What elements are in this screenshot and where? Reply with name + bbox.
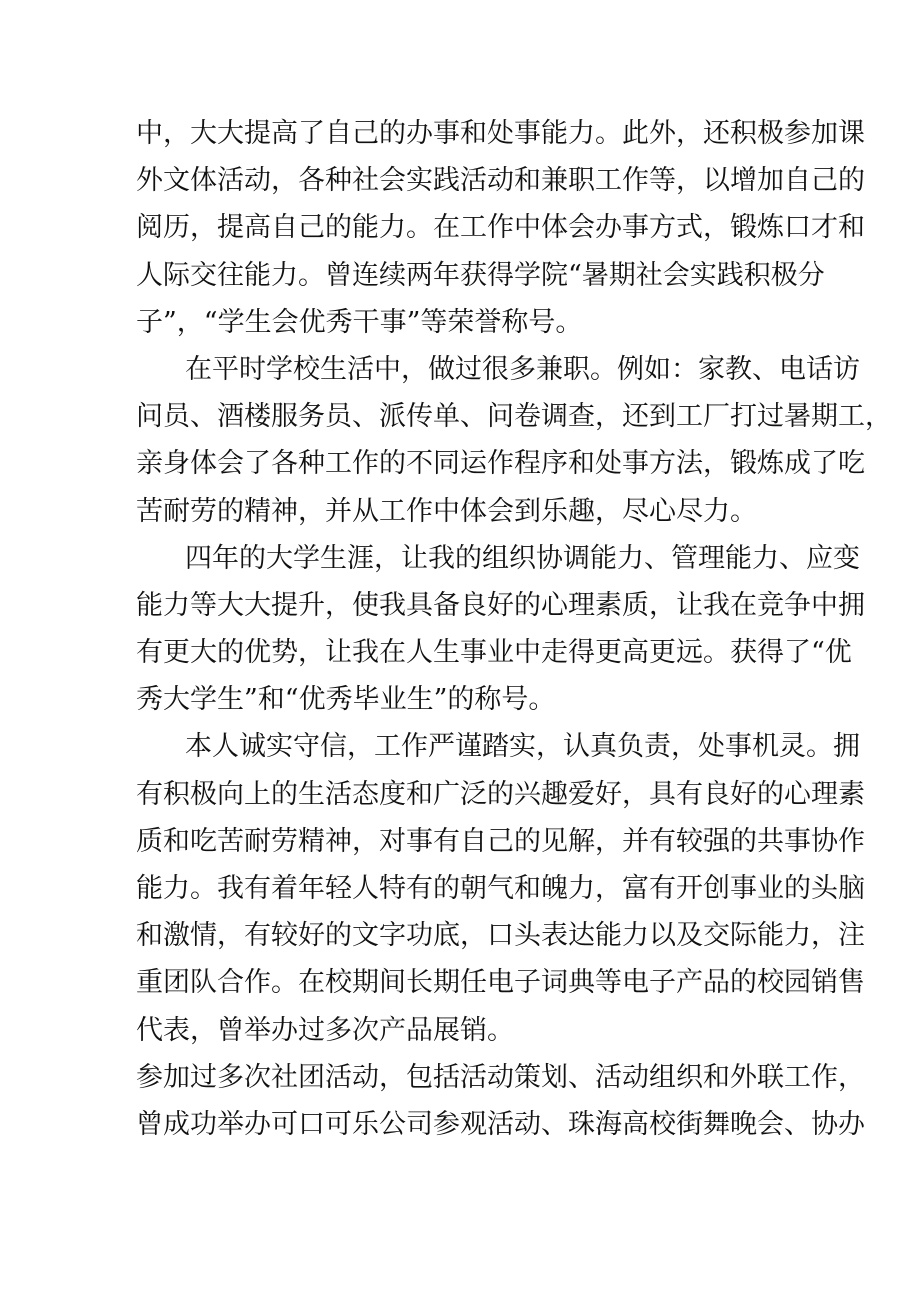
text-line: 曾成功举办可口可乐公司参观活动、珠海高校街舞晚会、协办 xyxy=(136,1108,865,1140)
paragraph-first-line: 在平时学校生活中，做过很多兼职。例如：家教、电话访 xyxy=(185,353,860,385)
text-line: 外文体活动，各种社会实践活动和兼职工作等，以增加自己的 xyxy=(136,165,865,197)
text-line: 亲身体会了各种工作的不同运作程序和处事方法，锻炼成了吃 xyxy=(136,448,865,480)
text-line: 有更大的优势，让我在人生事业中走得更高更远。获得了“优 xyxy=(136,637,852,669)
text-line: 有积极向上的生活态度和广泛的兴趣爱好，具有良好的心理素 xyxy=(136,778,865,810)
text-line: 子”，“学生会优秀干事”等荣誉称号。 xyxy=(136,306,583,338)
paragraph-first-line: 本人诚实守信，工作严谨踏实，认真负责，处事机灵。拥 xyxy=(185,731,860,763)
text-line: 阅历，提高自己的能力。在工作中体会办事方式，锻炼口才和 xyxy=(136,212,865,244)
text-line: 秀大学生”和“优秀毕业生”的称号。 xyxy=(136,684,556,716)
text-line: 人际交往能力。曾连续两年获得学院“暑期社会实践积极分 xyxy=(136,259,825,291)
text-line: 和激情，有较好的文字功底，口头表达能力以及交际能力，注 xyxy=(136,920,865,952)
document-body xyxy=(136,110,892,1148)
paragraph-first-line: 四年的大学生涯，让我的组织协调能力、管理能力、应变 xyxy=(185,542,860,574)
text-line: 质和吃苦耐劳精神，对事有自己的见解，并有较强的共事协作 xyxy=(136,825,865,857)
text-line: 中，大大提高了自己的办事和处事能力。此外，还积极参加课 xyxy=(136,118,865,149)
paragraph-first-line: 参加过多次社团活动，包括活动策划、活动组织和外联工作， xyxy=(136,1061,865,1093)
text-line: 代表，曾举办过多次产品展销。 xyxy=(136,1014,514,1046)
text-line: 能力等大大提升，使我具备良好的心理素质，让我在竞争中拥 xyxy=(136,589,865,621)
text-line: 苦耐劳的精神，并从工作中体会到乐趣，尽心尽力。 xyxy=(136,495,757,527)
text-line: 重团队合作。在校期间长期任电子词典等电子产品的校园销售 xyxy=(136,967,865,999)
text-line: 能力。我有着年轻人特有的朝气和魄力，富有开创事业的头脑 xyxy=(136,873,865,904)
text-line: 问员、酒楼服务员、派传单、问卷调查，还到工厂打过暑期工， xyxy=(136,401,892,433)
